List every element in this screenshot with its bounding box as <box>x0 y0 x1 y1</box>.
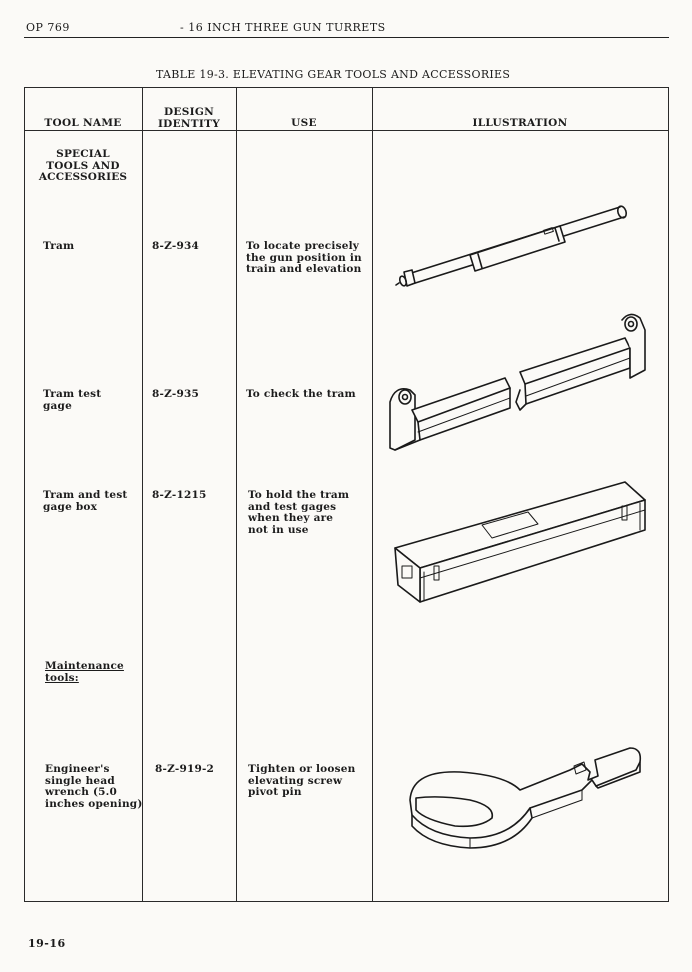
design-identity: 8-Z-919-2 <box>155 763 215 775</box>
tool-use-line: To check the tram <box>246 388 356 400</box>
tool-name-line: gage <box>43 399 72 412</box>
tool-use-line: when they are <box>248 512 334 524</box>
tool-use-line: the gun position in <box>246 251 362 264</box>
column-header-design-line2: IDENTITY <box>157 118 221 130</box>
tool-name-line: Tram and test <box>43 489 128 501</box>
doc-number: OP 769 <box>26 21 70 34</box>
tool-name-line: gage box <box>43 500 98 513</box>
section-heading-line: Maintenance <box>45 660 124 672</box>
design-identity: 8-Z-934 <box>152 240 200 252</box>
section-heading-line: tools: <box>45 671 79 684</box>
tool-use-line: Tighten or loosen <box>248 763 356 775</box>
section-heading-line: ACCESSORIES <box>38 171 128 183</box>
tool-name-line: inches opening) <box>45 797 143 810</box>
tool-use-line: pivot pin <box>248 786 302 798</box>
tool-use-line: not in use <box>248 523 309 536</box>
column-header-use: USE <box>291 117 317 129</box>
section-heading-line: SPECIAL <box>56 148 110 160</box>
doc-title: - 16 INCH THREE GUN TURRETS <box>180 21 386 34</box>
tool-use-line: elevating screw <box>248 774 343 787</box>
tool-use-line: and test gages <box>248 500 337 513</box>
tool-use-line: To hold the tram <box>248 489 350 501</box>
column-header-illustration: ILLUSTRATION <box>472 117 568 129</box>
tool-name-line: Engineer's <box>45 763 110 775</box>
tool-use-line: To locate precisely <box>246 240 360 252</box>
design-identity: 8-Z-1215 <box>152 489 207 501</box>
tool-name-line: wrench (5.0 <box>45 786 118 798</box>
tool-name-line: single head <box>45 774 115 787</box>
table-caption: TABLE 19-3. ELEVATING GEAR TOOLS AND ACCESSORIES <box>156 68 511 81</box>
tool-name-line: Tram test <box>43 388 102 400</box>
design-identity: 8-Z-935 <box>152 388 200 400</box>
section-heading-line: TOOLS AND <box>46 159 120 172</box>
column-header-tool-name: TOOL NAME <box>44 117 122 129</box>
tool-use-line: train and elevation <box>246 263 362 275</box>
tool-name-line: Tram <box>43 240 75 252</box>
page-number: 19-16 <box>28 937 66 950</box>
column-header-design-line1: DESIGN <box>164 106 214 118</box>
